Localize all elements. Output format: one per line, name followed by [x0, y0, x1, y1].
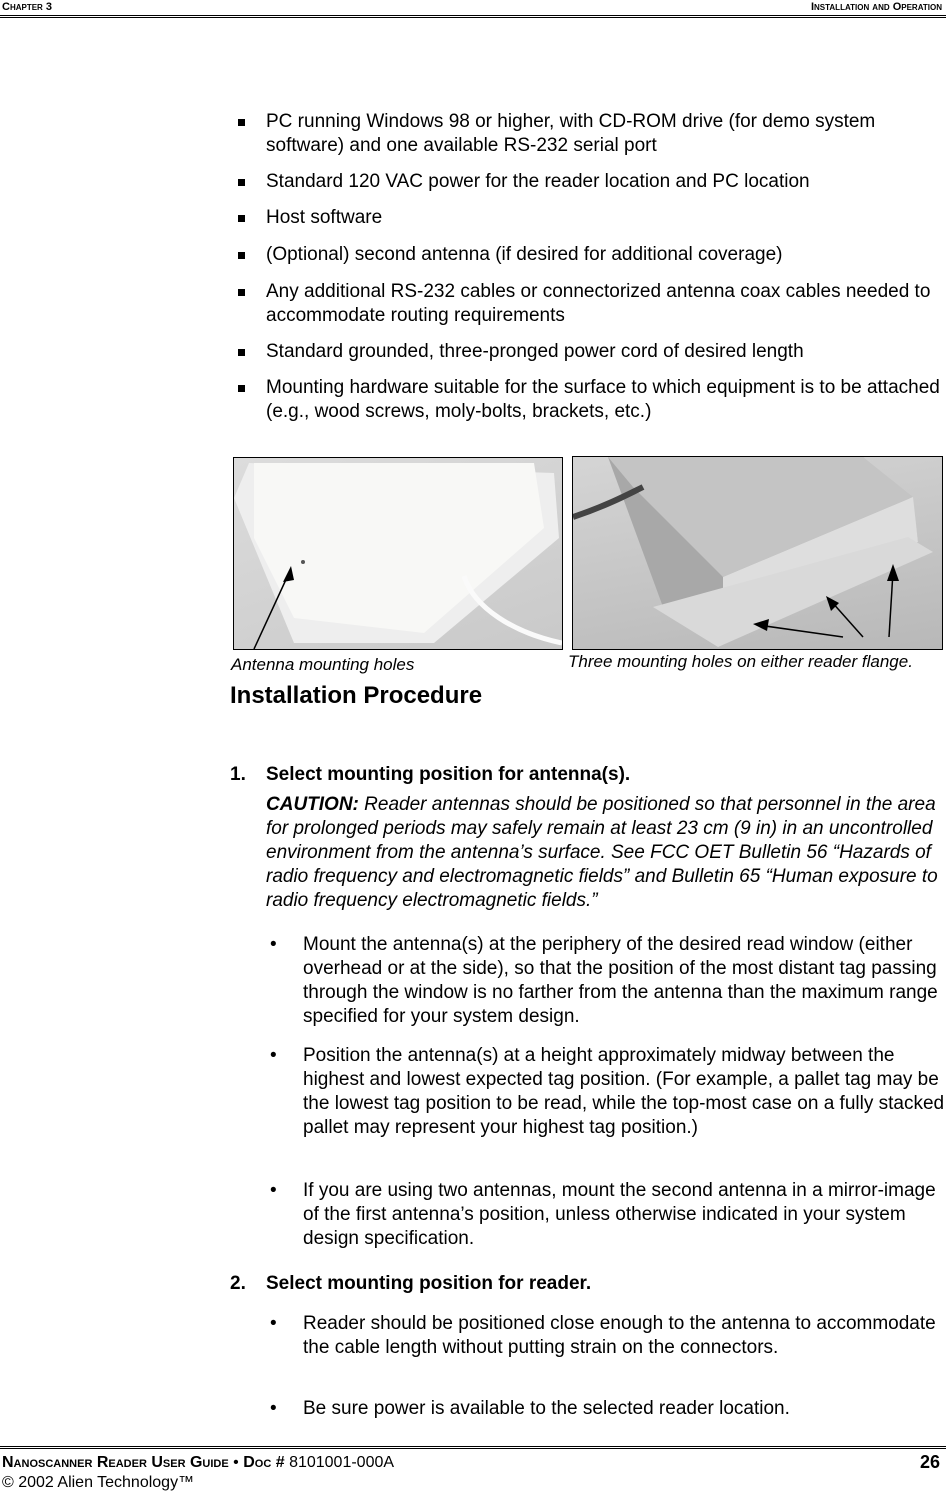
step1-title: Select mounting position for antenna(s). — [266, 764, 631, 785]
step-bullet-item: If you are using two antennas, mount the second antenna in a mirror-image of the first antenna’s position, unless otherwise indicated in your system design specification. — [303, 1180, 936, 1249]
step2-title: Select mounting position for reader. — [266, 1273, 592, 1294]
requirement-item: PC running Windows 98 or higher, with CD-ROM drive (for demo system software) and one available RS-232 serial port — [266, 111, 876, 156]
header-rule — [0, 15, 946, 18]
footer-rule — [0, 1446, 946, 1449]
header-section: Installation and Operation — [810, 1, 942, 13]
square-bullet-icon — [238, 252, 245, 259]
bullet-icon: • — [270, 1180, 277, 1201]
step1-number: 1. — [230, 764, 246, 785]
square-bullet-icon — [238, 289, 245, 296]
requirement-item: Any additional RS-232 cables or connectorized antenna coax cables needed to accommodate routing requirements — [266, 281, 931, 326]
section-title: Installation Procedure — [230, 682, 483, 709]
footer-bullet: • — [233, 1454, 239, 1471]
footer-doc-label: Doc # — [243, 1454, 285, 1471]
requirement-item: Mounting hardware suitable for the surface to which equipment is to be attached (e.g., wood screws, moly-bolts, brackets, etc.) — [266, 377, 940, 422]
step-bullet-item: Mount the antenna(s) at the periphery of the desired read window (either overhead or at the side), so that the position of the most distant tag passing through the window is no farther from the antenna than the maximum range specified for your system design. — [303, 934, 938, 1027]
bullet-icon: • — [270, 1398, 277, 1419]
caution-text: Reader antennas should be positioned so that personnel in the area for prolonged periods may safely remain at least 23 cm (9 in) in an uncontrolled environment from the antenna’s surface. See FCC OET Bulletin 56 “Hazards of radio frequency and electromagnetic fields” and Bulletin 65 “Human exposure to radio frequency electromagnetic fields.” — [266, 794, 938, 911]
footer-copyright: © 2002 Alien Technology™ — [2, 1474, 195, 1491]
caution-note — [266, 793, 942, 913]
square-bullet-icon — [238, 179, 245, 186]
requirement-item: Standard 120 VAC power for the reader location and PC location — [266, 171, 810, 192]
square-bullet-icon — [238, 385, 245, 392]
requirement-item: Standard grounded, three-pronged power cord of desired length — [266, 341, 804, 362]
bullet-icon: • — [270, 1313, 277, 1334]
page-number: 26 — [919, 1452, 940, 1472]
requirement-item: (Optional) second antenna (if desired for additional coverage) — [266, 244, 783, 265]
footer-guide: Nanoscanner Reader User Guide — [2, 1454, 229, 1471]
requirement-item: Host software — [266, 207, 383, 228]
reader-photo — [572, 456, 943, 650]
antenna-photo — [233, 457, 563, 650]
bullet-icon: • — [270, 1045, 277, 1066]
step2-number: 2. — [230, 1273, 246, 1294]
square-bullet-icon — [238, 119, 245, 126]
square-bullet-icon — [238, 215, 245, 222]
step-bullet-item: Reader should be positioned close enough to the antenna to accommodate the cable length without putting strain on the connectors. — [303, 1313, 936, 1358]
bullet-icon: • — [270, 934, 277, 955]
square-bullet-icon — [238, 349, 245, 356]
reader-caption: Three mounting holes on either reader flange. — [568, 652, 913, 671]
step-bullet-item: Position the antenna(s) at a height approximately midway between the highest and lowest expected tag position. (For example, a pallet tag may be the lowest tag position to be read, while the top-most case on a fully stacked pallet may represent your highest tag position.) — [303, 1045, 945, 1138]
step-bullet-item: Be sure power is available to the selected reader location. — [303, 1398, 790, 1419]
caution-label: CAUTION: — [266, 794, 359, 815]
footer-doc-number: 8101001-000A — [289, 1454, 395, 1471]
footer-doc — [2, 1453, 394, 1473]
antenna-caption: Antenna mounting holes — [231, 655, 415, 674]
header-chapter: Chapter 3 — [2, 1, 53, 13]
